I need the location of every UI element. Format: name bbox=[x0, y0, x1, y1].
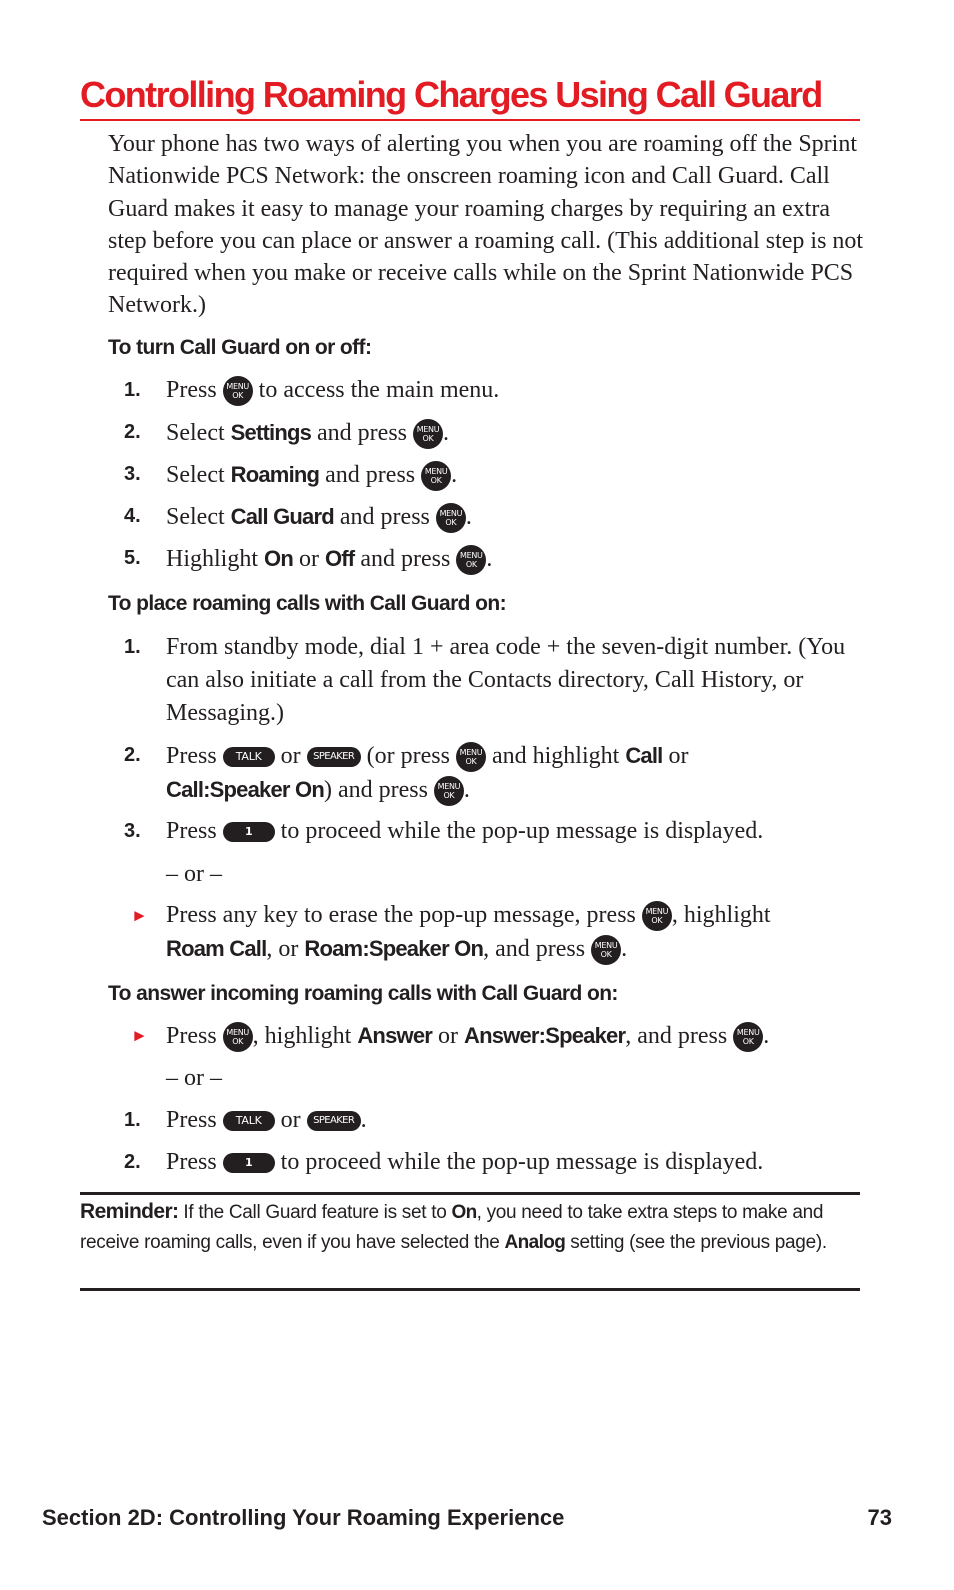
one-key-icon: 1 bbox=[223, 822, 275, 842]
menu-ok-key-icon: MENU OK bbox=[413, 419, 443, 449]
menu-ok-key-icon: MENU OK bbox=[223, 376, 253, 406]
step-text: Press 1 to proceed while the pop-up message is displayed. bbox=[166, 1149, 764, 1175]
bullet-arrow-icon: ► bbox=[131, 906, 148, 925]
step-text: Select Call Guard and press MENU OK . bbox=[166, 500, 866, 534]
title-underline bbox=[80, 119, 860, 121]
reminder-top-rule bbox=[80, 1192, 860, 1195]
step-number: 2. bbox=[124, 1151, 141, 1173]
menu-ok-key-icon: MENU OK bbox=[591, 935, 621, 965]
section-heading-answer-calls: To answer incoming roaming calls with Call Guard on: bbox=[108, 982, 618, 1005]
menu-ok-key-icon: MENU OK bbox=[434, 776, 464, 806]
step-text: Press MENU OK to access the main menu. bbox=[166, 374, 866, 407]
step-text: Press MENU OK , highlight Answer or Answer:Speaker, and press MENU OK . bbox=[166, 1019, 866, 1053]
menu-ok-key-icon: MENU OK bbox=[436, 503, 466, 533]
bullet-arrow-icon: ► bbox=[131, 1026, 148, 1045]
step-number: 4. bbox=[124, 505, 141, 527]
page-number: 73 bbox=[867, 1505, 892, 1530]
menu-ok-key-icon: MENU OK bbox=[733, 1022, 763, 1052]
reminder-note: Reminder: If the Call Guard feature is set to On, you need to take extra steps to make and receive roaming calls, even if you have selected the Analog setting (see the previous page). bbox=[80, 1200, 827, 1253]
step-number: 2. bbox=[124, 421, 141, 443]
talk-key-icon: TALK bbox=[223, 1111, 275, 1131]
menu-ok-key-icon: MENU OK bbox=[456, 545, 486, 575]
step-number: 3. bbox=[124, 820, 141, 842]
one-key-icon: 1 bbox=[223, 1153, 275, 1173]
talk-key-icon: TALK bbox=[223, 747, 275, 767]
step-number: 2. bbox=[124, 744, 141, 766]
step-text: Press 1 to proceed while the pop-up message is displayed. bbox=[166, 818, 764, 844]
menu-ok-key-icon: MENU OK bbox=[456, 742, 486, 772]
step-text: Select Settings and press MENU OK . bbox=[166, 416, 866, 450]
intro-paragraph: Your phone has two ways of alerting you when you are roaming off the Sprint Nationwide PCS Network: the onscreen roaming icon and Call Guard. Call Guard makes it easy to manage your roaming charges by requiring an extra step before you can place or answer a roaming call. (This additional step is not required when you make or receive calls while on the Sprint Nationwide PCS Network.) bbox=[108, 131, 864, 319]
reminder-bottom-rule bbox=[80, 1288, 860, 1291]
menu-ok-key-icon: MENU OK bbox=[642, 901, 672, 931]
step-text: Highlight On or Off and press MENU OK . bbox=[166, 542, 866, 576]
step-text: Press TALK or SPEAKER . bbox=[166, 1107, 367, 1133]
reminder-label: Reminder: bbox=[80, 1200, 179, 1223]
step-text: From standby mode, dial 1 + area code + the seven-digit number. (You can also initiate a call from the Contacts directory, Call History, or Messaging.) bbox=[166, 634, 846, 726]
page-title: Controlling Roaming Charges Using Call Guard bbox=[80, 74, 822, 115]
step-number: 3. bbox=[124, 463, 141, 485]
step-text: Press any key to erase the pop-up message, press MENU OK , highlight Roam Call, or Roam:Speaker On, and press MENU OK . bbox=[166, 899, 866, 966]
step-number: 1. bbox=[124, 636, 141, 658]
step-text: Press TALK or SPEAKER (or press MENU OK and highlight Call or Call:Speaker On) and press MENU OK . bbox=[166, 739, 866, 807]
step-number: 1. bbox=[124, 1109, 141, 1131]
speaker-key-icon: SPEAKER bbox=[307, 1111, 361, 1131]
step-number: 5. bbox=[124, 547, 141, 569]
footer-section-title: Section 2D: Controlling Your Roaming Experience bbox=[42, 1505, 565, 1530]
menu-ok-key-icon: MENU OK bbox=[421, 461, 451, 491]
section-heading-turn-on-off: To turn Call Guard on or off: bbox=[108, 336, 372, 359]
section-heading-place-calls: To place roaming calls with Call Guard on: bbox=[108, 592, 506, 615]
step-number: 1. bbox=[124, 379, 141, 401]
step-text: Select Roaming and press MENU OK . bbox=[166, 458, 866, 492]
speaker-key-icon: SPEAKER bbox=[307, 747, 361, 767]
menu-ok-key-icon: MENU OK bbox=[223, 1022, 253, 1052]
